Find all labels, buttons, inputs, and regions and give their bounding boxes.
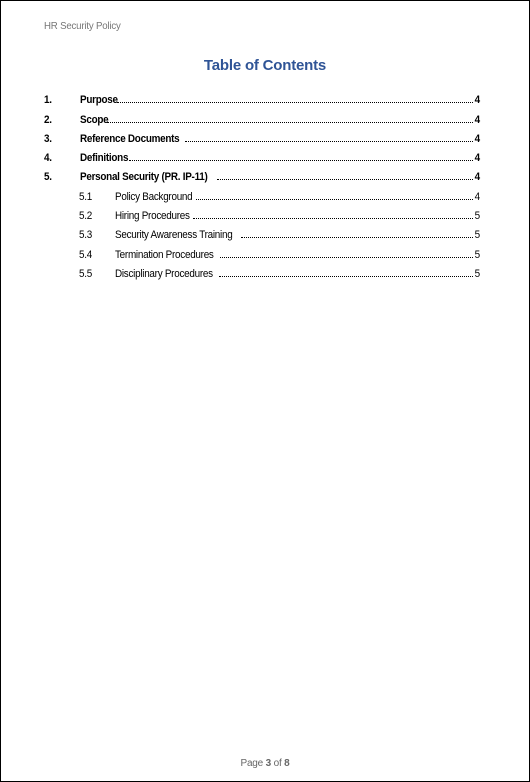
toc-entry-purpose[interactable] [44,87,480,106]
toc-entry-number: 2. [44,113,52,126]
footer-total-pages: 8 [284,758,290,769]
toc-entry-page: 4 [474,132,480,145]
toc-entry-termination-procedures[interactable] [44,241,480,260]
toc-entry-number: 5.2 [79,210,92,223]
toc-entry-number: 3. [44,132,52,145]
toc-entry-label: Personal Security (PR. IP-11) [80,171,208,184]
toc-title: Table of Contents [203,57,327,74]
toc-dot-leader [241,236,474,238]
toc-dot-leader [220,256,474,258]
toc-entry-label: Definitions [80,152,129,165]
toc-entry-page: 4 [474,190,480,203]
toc-dot-leader [196,198,473,200]
toc-dot-leader [193,217,473,219]
toc-dot-leader [219,275,474,277]
toc-entry-label: Disciplinary Procedures [115,267,213,280]
footer-prefix: Page [240,758,264,769]
toc-entry-page: 4 [474,171,480,184]
toc-entry-definitions[interactable] [44,145,480,164]
toc-entry-personal-security[interactable] [44,164,480,183]
toc-entry-page: 5 [474,210,480,223]
toc-dot-leader [185,140,473,142]
toc-entry-label: Policy Background [115,190,193,203]
toc-entry-label: Reference Documents [80,132,180,145]
toc-dot-leader [129,159,474,161]
toc-entry-reference-documents[interactable] [44,126,480,145]
toc-dot-leader [107,121,474,123]
toc-entry-scope[interactable] [44,106,480,125]
page-footer [1,758,529,769]
toc-entry-page: 4 [474,94,480,107]
table-of-contents [44,87,480,280]
toc-dot-leader [217,178,473,180]
footer-current-page: 3 [265,758,271,769]
toc-entry-number: 5. [44,171,52,184]
toc-entry-number: 5.1 [79,190,92,203]
toc-entry-label: Termination Procedures [115,248,214,261]
toc-entry-page: 4 [474,152,480,165]
toc-entry-label: Scope [80,113,109,126]
toc-entry-label: Hiring Procedures [115,210,190,223]
page-header: HR Security Policy [44,20,121,32]
toc-entry-number: 5.3 [79,229,92,242]
toc-entry-number: 4. [44,152,52,165]
toc-entry-page: 5 [474,267,480,280]
footer-separator: of [273,758,282,769]
toc-entry-disciplinary-procedures[interactable] [44,261,480,280]
toc-entry-page: 4 [474,113,480,126]
toc-entry-label: Security Awareness Training [115,229,233,242]
toc-entry-label: Purpose [80,94,118,107]
toc-entry-page: 5 [474,248,480,261]
toc-entry-number: 1. [44,94,52,107]
toc-entry-policy-background[interactable] [44,183,480,202]
toc-entry-page: 5 [474,229,480,242]
toc-entry-hiring-procedures[interactable] [44,203,480,222]
toc-entry-security-awareness-training[interactable] [44,222,480,241]
toc-entry-number: 5.5 [79,267,92,280]
toc-entry-number: 5.4 [79,248,92,261]
toc-dot-leader [117,101,473,103]
